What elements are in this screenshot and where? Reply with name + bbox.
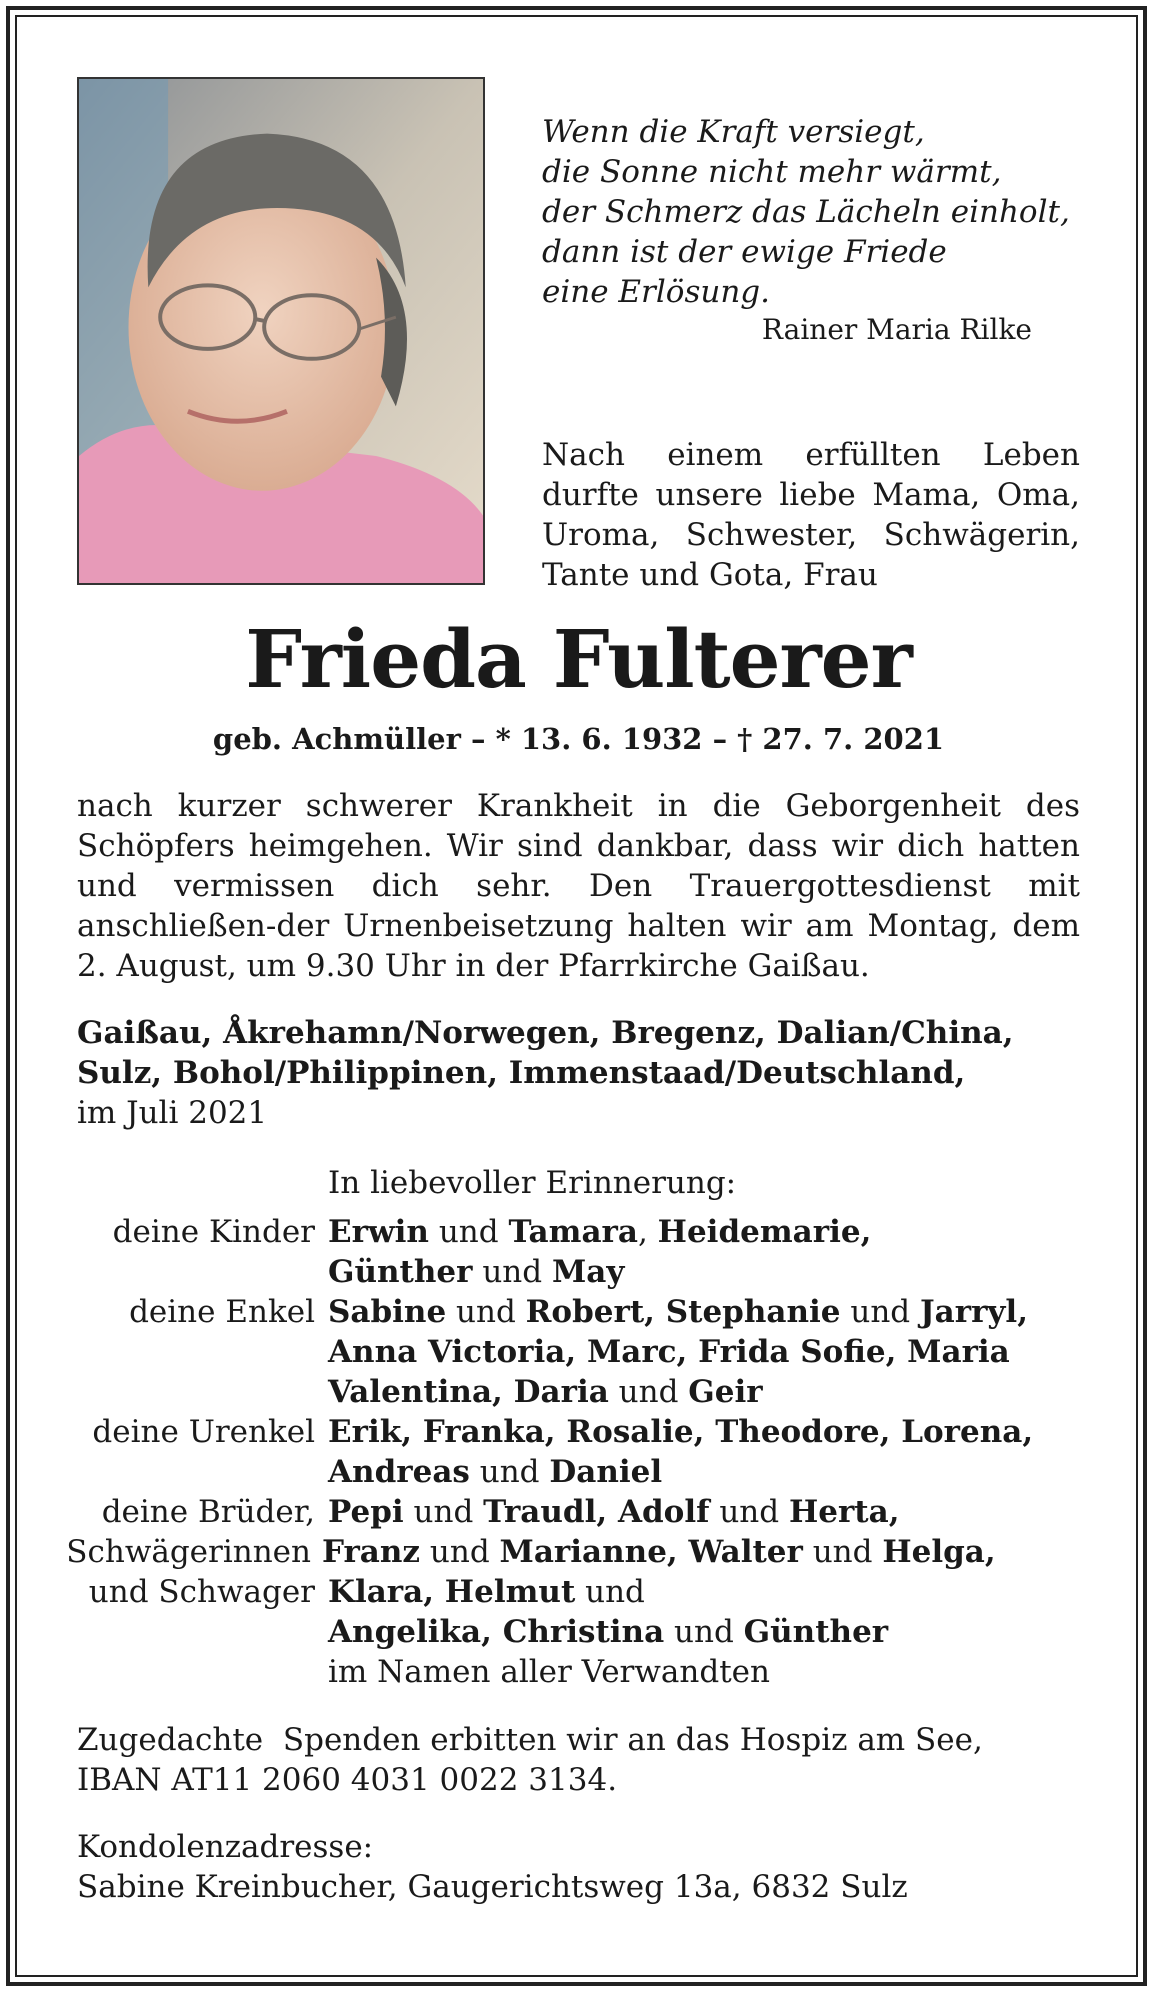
locations-line: Gaißau, Åkrehamn/Norwegen, Bregenz, Dalian/China, bbox=[77, 1015, 1014, 1051]
relation-names: Klara, Helmut und bbox=[328, 1574, 645, 1610]
locations-line: Sulz, Bohol/Philippinen, Immenstaad/Deutschland, bbox=[77, 1055, 966, 1091]
announcement-text: nach kurzer schwerer Krankheit in die Geborgenheit des Schöpfers heimgehen. Wir sind dankbar, dass wir dich hatten und vermissen dich sehr. Den Trauergottesdienst mit anschließen-der Urnenbeisetzung halten wir am Montag, dem 2. August, um 9.30 Uhr in der Pfarrkirche Gaißau. bbox=[77, 788, 1080, 984]
relation-label: Schwägerinnen bbox=[66, 1534, 311, 1570]
deceased-name: Frieda Fulterer bbox=[245, 612, 912, 706]
mourners-row bbox=[0, 1252, 1157, 1292]
relation-label: deine Brüder, bbox=[101, 1494, 315, 1530]
poem-line: die Sonne nicht mehr wärmt, bbox=[542, 154, 1002, 190]
poem-line: der Schmerz das Lächeln einholt, bbox=[542, 194, 1070, 230]
relation-names: Angelika, Christina und Günther bbox=[328, 1614, 889, 1650]
mourners-row bbox=[0, 1292, 1157, 1332]
relation-names: Andreas und Daniel bbox=[328, 1454, 663, 1490]
poem-author: Rainer Maria Rilke bbox=[761, 313, 1032, 346]
mourners-row bbox=[0, 1452, 1157, 1492]
mourners-row bbox=[0, 1652, 1157, 1692]
mourners-row bbox=[0, 1372, 1157, 1412]
iban-line: IBAN AT11 2060 4031 0022 3134. bbox=[77, 1762, 618, 1798]
mourners-list bbox=[0, 1212, 1157, 1692]
relation-names: Pepi und Traudl, Adolf und Herta, bbox=[328, 1494, 900, 1530]
closing-line: im Namen aller Verwandten bbox=[328, 1654, 770, 1690]
condolence-address-line: Sabine Kreinbucher, Gaugerichtsweg 13a, 6832 Sulz bbox=[77, 1869, 908, 1905]
relation-names: Franz und Marianne, Walter und Helga, bbox=[322, 1534, 996, 1570]
poem-quote bbox=[542, 112, 1082, 312]
family-locations bbox=[77, 1013, 1080, 1093]
life-dates: geb. Achmüller – * 13. 6. 1932 – † 27. 7. 2021 bbox=[212, 722, 945, 756]
mourners-row bbox=[0, 1412, 1157, 1452]
relation-names: Anna Victoria, Marc, Frida Sofie, Maria bbox=[328, 1334, 1010, 1370]
remembrance-heading: In liebevoller Erinnerung: bbox=[328, 1165, 737, 1201]
poem-line: eine Erlösung. bbox=[542, 274, 770, 310]
condolence-label: Kondolenzadresse: bbox=[77, 1829, 374, 1865]
relation-label: deine Kinder bbox=[112, 1214, 315, 1250]
mourners-row bbox=[0, 1612, 1157, 1652]
mourners-row bbox=[0, 1212, 1157, 1252]
donation-line: Zugedachte Spenden erbitten wir an das Hospiz am See, bbox=[77, 1722, 983, 1758]
mourners-row bbox=[0, 1492, 1157, 1532]
relation-names: Valentina, Daria und Geir bbox=[328, 1374, 763, 1410]
relation-names: Sabine und Robert, Stephanie und Jarryl, bbox=[328, 1294, 1029, 1330]
portrait-photo bbox=[77, 77, 485, 585]
relation-names: Erwin und Tamara, Heidemarie, bbox=[328, 1214, 872, 1250]
mourners-row bbox=[0, 1532, 1157, 1572]
mourners-row bbox=[0, 1332, 1157, 1372]
mourners-row bbox=[0, 1572, 1157, 1612]
relation-names: Erik, Franka, Rosalie, Theodore, Lorena, bbox=[328, 1414, 1034, 1450]
relation-label: und Schwager bbox=[88, 1574, 315, 1610]
relation-names: Günther und May bbox=[328, 1254, 625, 1290]
relation-label: deine Enkel bbox=[129, 1294, 315, 1330]
condolence-address bbox=[77, 1827, 908, 1907]
poem-line: dann ist der ewige Friede bbox=[542, 234, 947, 270]
poem-line: Wenn die Kraft versiegt, bbox=[542, 114, 925, 150]
donation-note bbox=[77, 1720, 983, 1800]
relation-label: deine Urenkel bbox=[92, 1414, 315, 1450]
intro-text: Nach einem erfüllten Leben durfte unsere liebe Mama, Oma, Uroma, Schwester, Schwägerin, Tante und Gota, Frau bbox=[542, 437, 1080, 593]
announcement-date: im Juli 2021 bbox=[77, 1095, 268, 1131]
